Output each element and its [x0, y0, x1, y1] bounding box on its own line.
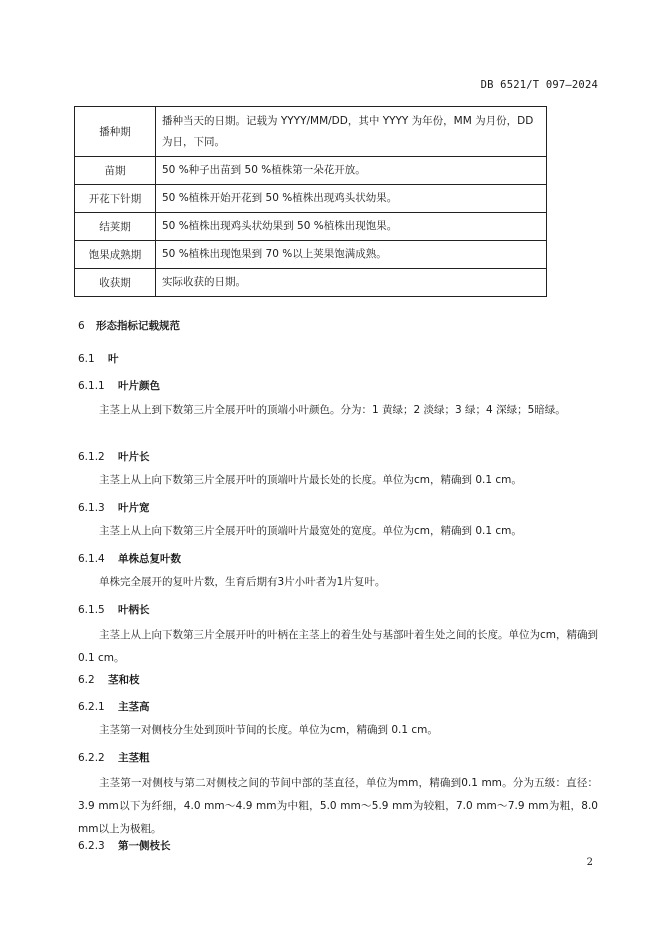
stage-name: 饱果成熟期 — [75, 241, 156, 269]
stage-name: 播种期 — [75, 107, 156, 157]
section-number: 6.1 — [78, 353, 95, 365]
stage-name: 开花下针期 — [75, 185, 156, 213]
section-number: 6.1.4 — [78, 553, 105, 565]
section-title: 形态指标记载规范 — [96, 320, 180, 332]
table-row — [75, 157, 547, 185]
section-number: 6.2.2 — [78, 752, 105, 764]
section-title: 叶片宽 — [118, 502, 150, 514]
stage-name: 结荚期 — [75, 213, 156, 241]
section-number: 6.2.1 — [78, 701, 105, 713]
stage-description: 50 %植株出现鸡头状幼果到 50 %植株出现饱果。 — [156, 213, 547, 241]
table-row — [75, 213, 547, 241]
section-title: 叶片长 — [118, 451, 150, 463]
section-title: 茎和枝 — [108, 674, 140, 686]
table-row — [75, 241, 547, 269]
section-number: 6.1.1 — [78, 380, 105, 392]
section-title: 叶片颜色 — [118, 380, 160, 392]
paragraph-compound-leaf-count: 单株完全展开的复叶片数，生育后期有3片小叶者为1片复叶。 — [99, 576, 386, 588]
section-heading-6-1 — [78, 351, 598, 366]
stage-description: 50 %种子出苗到 50 %植株第一朵花开放。 — [156, 157, 547, 185]
section-number: 6.2.3 — [78, 840, 105, 852]
section-heading-6-1-1 — [78, 378, 598, 393]
paragraph-leaf-length: 主茎上从上向下数第三片全展开叶的顶端叶片最长处的长度。单位为cm，精确到 0.1 cm。 — [99, 474, 522, 486]
section-heading-6-2-2 — [78, 750, 598, 765]
paragraph-petiole-length: 主茎上从上向下数第三片全展开叶的叶柄在主茎上的着生处与基部叶着生处之间的长度。单位为cm，精确到 0.1 cm。 — [78, 629, 598, 664]
section-heading-6-1-3 — [78, 500, 598, 515]
document-header-code: DB 6521/T 097—2024 — [480, 79, 598, 91]
paragraph-main-stem-height: 主茎第一对侧枝分生处到顶叶节间的长度。单位为cm，精确到 0.1 cm。 — [99, 724, 438, 736]
page-number: 2 — [586, 857, 593, 868]
section-heading-6-1-4 — [78, 551, 598, 566]
section-heading-6-1-2 — [78, 449, 598, 464]
table-row — [75, 185, 547, 213]
section-heading-6-2-3 — [78, 838, 598, 853]
section-number: 6.1.5 — [78, 604, 105, 616]
table-row — [75, 269, 547, 297]
section-title: 第一侧枝长 — [118, 840, 171, 852]
paragraph-main-stem-thickness: 主茎第一对侧枝与第二对侧枝之间的节间中部的茎直径，单位为mm，精确到0.1 mm。分为五级：直径：3.9 mm以下为纤细，4.0 mm～4.9 mm为中粗，5.0 mm～5.9 mm为较粗，7.0 mm～7.9 mm为粗，8.0 mm以上为极粗。 — [78, 777, 598, 835]
table-row — [75, 107, 547, 157]
stage-description: 50 %植株出现饱果到 70 %以上荚果饱满成熟。 — [156, 241, 547, 269]
paragraph-leaf-color: 主茎上从上到下数第三片全展开叶的顶端小叶颜色。分为：1 黄绿；2 淡绿；3 绿；4 深绿；5暗绿。 — [99, 404, 566, 416]
paragraph-leaf-width: 主茎上从上向下数第三片全展开叶的顶端叶片最宽处的宽度。单位为cm，精确到 0.1 cm。 — [99, 525, 522, 537]
stage-name: 收获期 — [75, 269, 156, 297]
section-number: 6.2 — [78, 674, 95, 686]
section-title: 主茎粗 — [118, 752, 150, 764]
section-number: 6.1.2 — [78, 451, 105, 463]
section-title: 叶 — [108, 353, 119, 365]
stage-name: 苗期 — [75, 157, 156, 185]
section-number: 6.1.3 — [78, 502, 105, 514]
section-heading-6-2-1 — [78, 699, 598, 714]
stage-description: 播种当天的日期。记载为 YYYY/MM/DD，其中 YYYY 为年份，MM 为月份，DD 为日，下同。 — [156, 107, 547, 157]
section-title: 单株总复叶数 — [118, 553, 181, 565]
stage-description: 50 %植株开始开花到 50 %植株出现鸡头状幼果。 — [156, 185, 547, 213]
section-heading-6-1-5 — [78, 602, 598, 617]
section-title: 叶柄长 — [118, 604, 150, 616]
stage-description: 实际收获的日期。 — [156, 269, 547, 297]
section-heading-6 — [78, 318, 598, 333]
section-number: 6 — [78, 320, 85, 332]
growth-stage-table — [74, 106, 547, 297]
section-title: 主茎高 — [118, 701, 150, 713]
section-heading-6-2 — [78, 672, 598, 687]
